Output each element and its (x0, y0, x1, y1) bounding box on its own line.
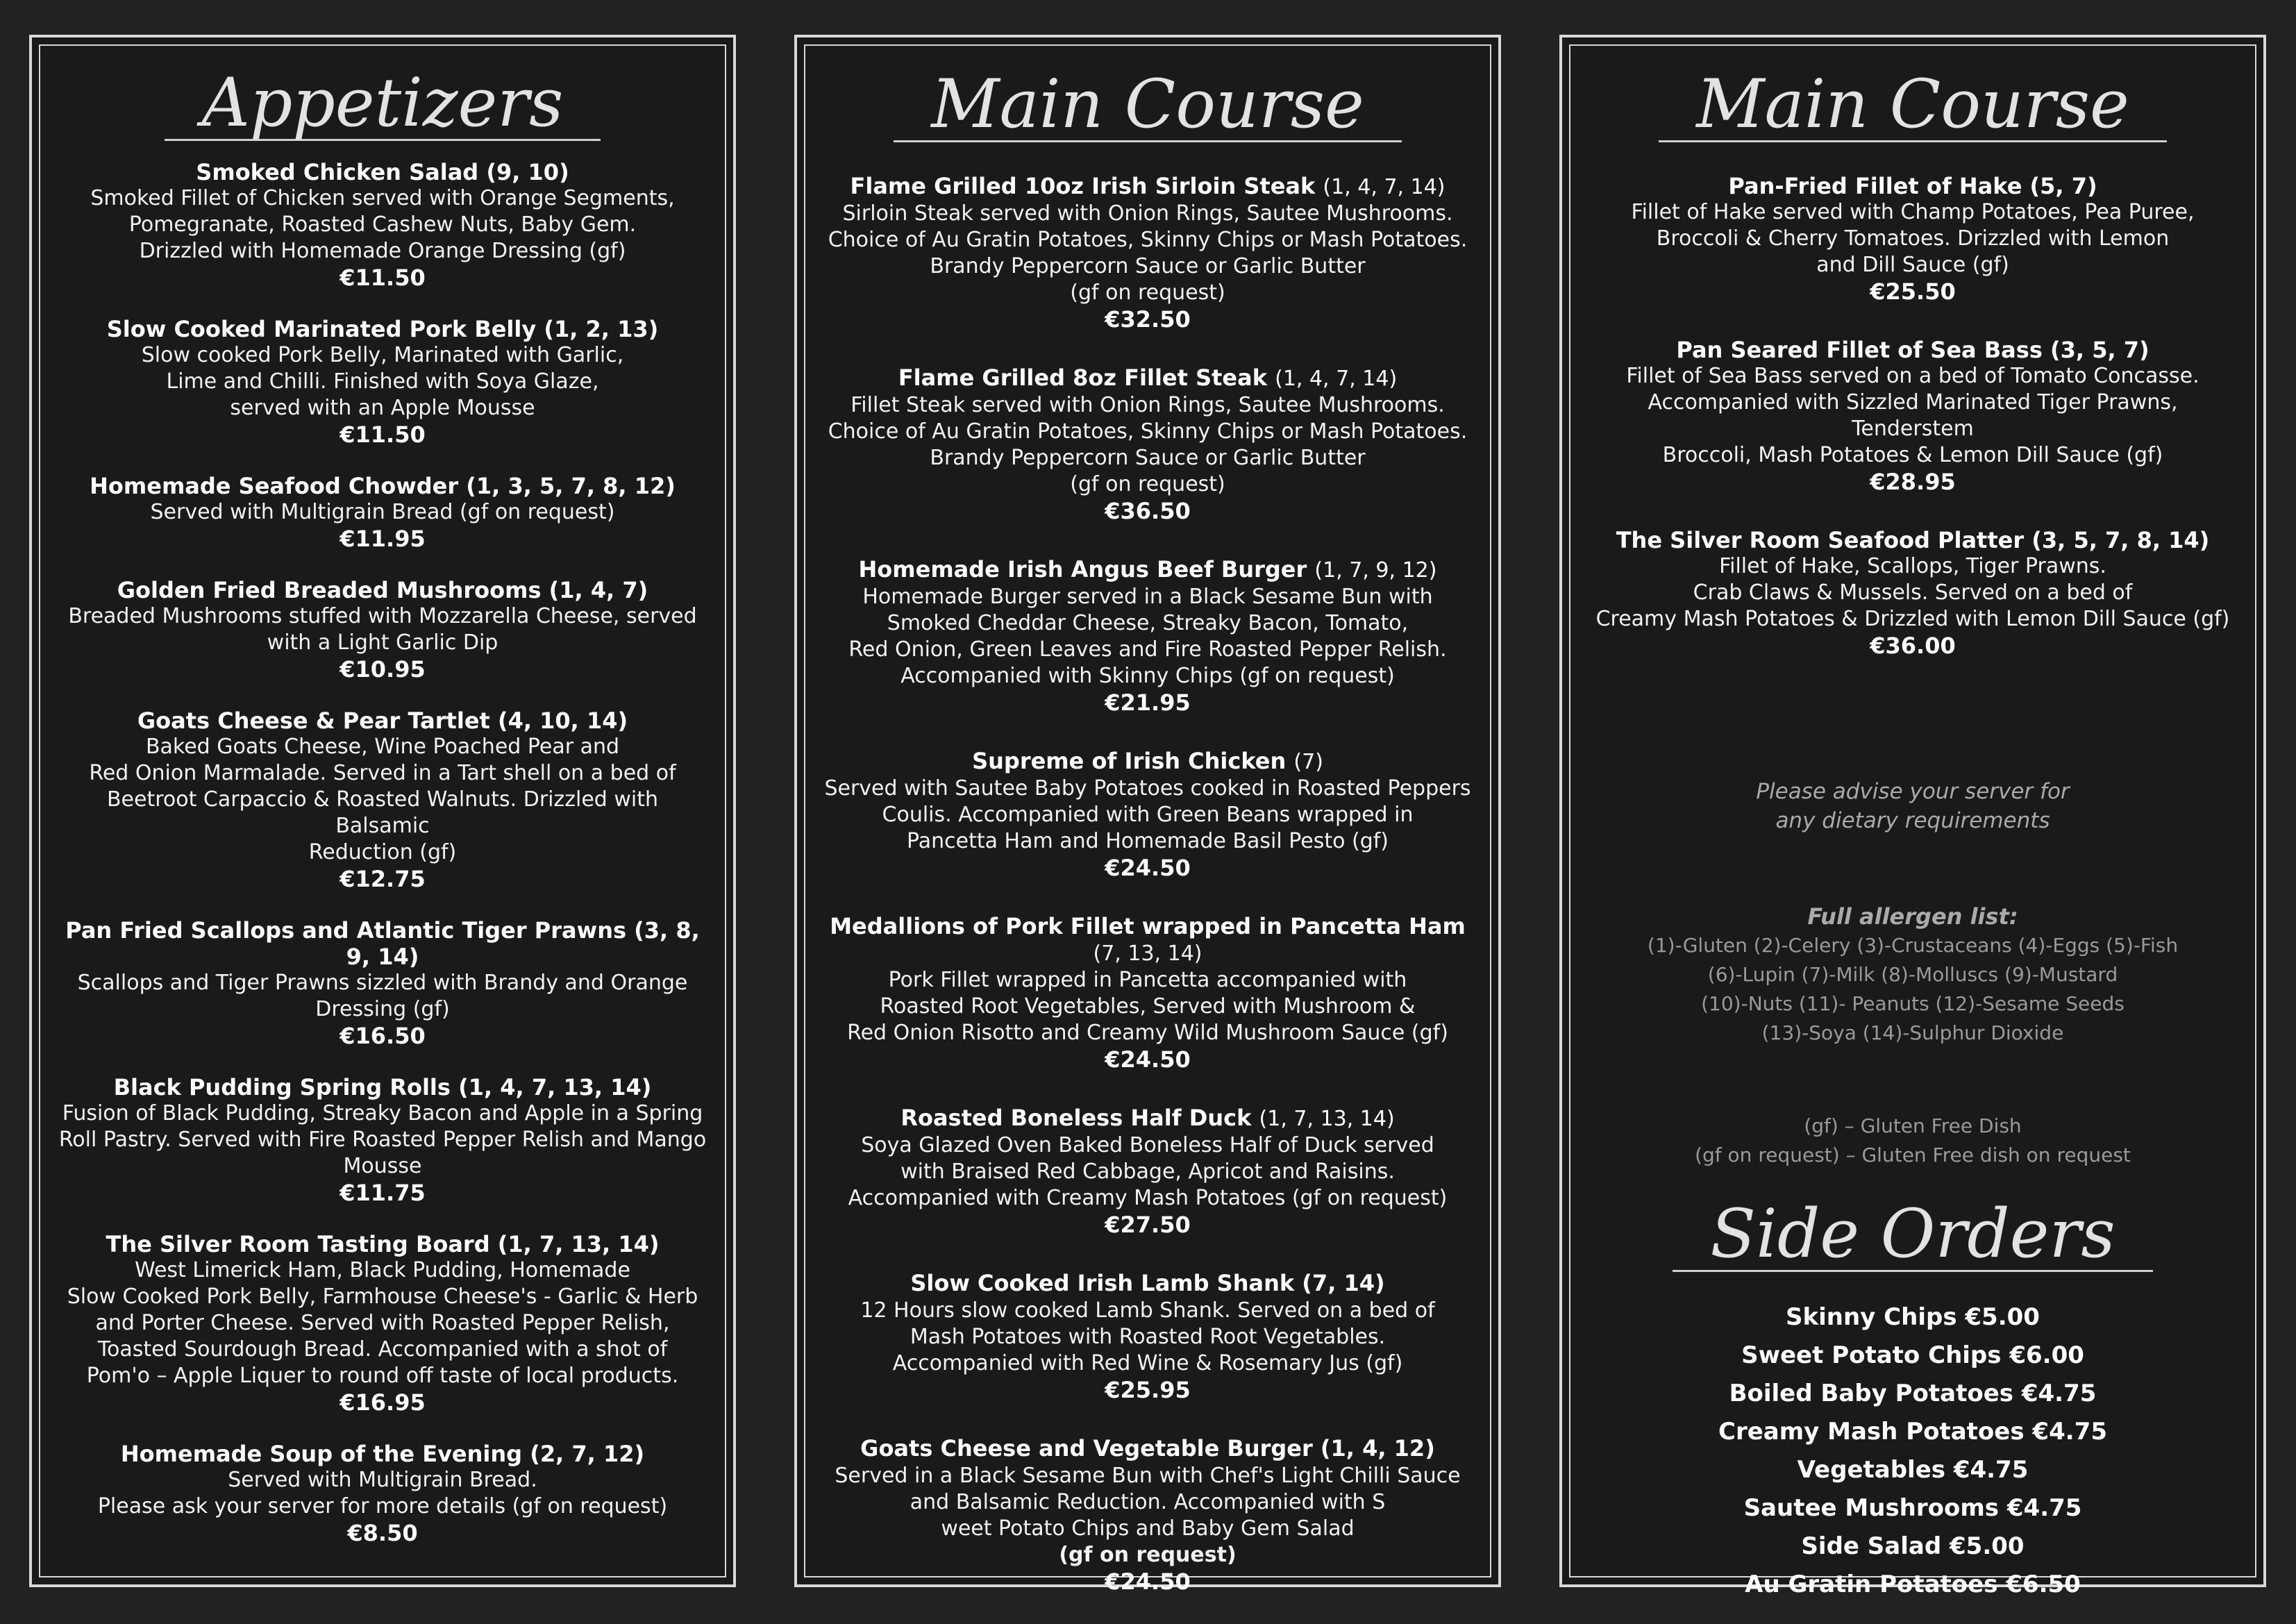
side-order-item: Sweet Potato Chips €6.00 (1741, 1341, 2084, 1369)
side-order-item: Vegetables €4.75 (1797, 1456, 2029, 1484)
side-orders-list (1718, 1298, 2107, 1604)
item-name: Homemade Seafood Chowder (1, 3, 5, 7, 8, 12) (90, 473, 676, 499)
menu-item (58, 917, 707, 1049)
item-name: Golden Fried Breaded Mushrooms (1, 4, 7) (117, 577, 648, 603)
item-name: Black Pudding Spring Rolls (1, 4, 7, 13, 14) (113, 1074, 652, 1100)
item-name (823, 1105, 1472, 1132)
item-name: Goats Cheese & Pear Tartlet (4, 10, 14) (137, 708, 628, 734)
main-course-heading: Main Course (894, 68, 1402, 142)
menu-item (58, 1231, 707, 1416)
side-order-item: Boiled Baby Potatoes €4.75 (1729, 1380, 2097, 1407)
allergen-line: (13)-Soya (14)-Sulphur Dioxide (1761, 1021, 2064, 1044)
item-description: Sirloin Steak served with Onion Rings, Sautee Mushrooms. Choice of Au Gratin Potatoes, Skinny Chips or Mash Potatoes. Brandy Peppercorn Sauce or Garlic Butter (gf on request) (828, 201, 1468, 305)
item-price: €10.95 (340, 656, 426, 683)
side-order-item: Au Gratin Potatoes €6.50 (1745, 1571, 2081, 1598)
menu-item (823, 173, 1472, 333)
item-price: €12.75 (340, 866, 426, 892)
item-name-text: Roasted Boneless Half Duck (900, 1105, 1252, 1131)
item-description: Soya Glazed Oven Baked Boneless Half of Duck served with Braised Red Cabbage, Apricot and Raisins. Accompanied with Creamy Mash Potatoes (gf on request) (848, 1133, 1448, 1210)
item-description: Homemade Burger served in a Black Sesame Bun with Smoked Cheddar Cheese, Streaky Bacon, Tomato, Red Onion, Green Leaves and Fire Roasted Pepper Relish. Accompanied with Skinny Chips (gf on request) (848, 585, 1447, 688)
allergen-list (1648, 931, 2178, 1048)
item-price: €11.50 (340, 421, 426, 448)
item-gf-note: (gf on request) (1059, 1543, 1237, 1567)
side-order-item: Creamy Mash Potatoes €4.75 (1718, 1418, 2107, 1446)
item-name (823, 1270, 1472, 1298)
item-name: Pan-Fried Fillet of Hake (5, 7) (1728, 173, 2097, 199)
main-course-list (810, 158, 1486, 1595)
item-description: Fillet of Sea Bass served on a bed of Tomato Concasse. Accompanied with Sizzled Marinated Tiger Prawns, Tenderstem Broccoli, Mash Potatoes & Lemon Dill Sauce (gf) (1626, 364, 2199, 467)
item-name (823, 556, 1472, 584)
allergen-line: (6)-Lupin (7)-Milk (8)-Molluscs (9)-Mustard (1707, 963, 2118, 986)
side-orders-heading: Side Orders (1673, 1198, 2152, 1272)
allergen-list-title: Full allergen list: (1807, 903, 2018, 930)
menu-item (58, 577, 707, 683)
item-name (823, 365, 1472, 392)
item-description: Served with Multigrain Bread. Please ask your server for more details (gf on request) (97, 1468, 668, 1518)
gluten-free-legend (1695, 1112, 2131, 1170)
item-price: €16.50 (340, 1023, 426, 1049)
appetizers-heading: Appetizers (165, 67, 601, 141)
item-name (823, 1435, 1472, 1463)
side-order-item: Sautee Mushrooms €4.75 (1743, 1494, 2082, 1522)
item-name: The Silver Room Seafood Platter (3, 5, 7, 8, 14) (1616, 527, 2210, 553)
item-price: €25.50 (1870, 278, 1956, 305)
item-description: 12 Hours slow cooked Lamb Shank. Served on a bed of Mash Potatoes with Roasted Root Vegetables. Accompanied with Red Wine & Rosemary Jus (gf) (860, 1298, 1435, 1375)
item-description: Slow cooked Pork Belly, Marinated with Garlic, Lime and Chilli. Finished with Soya Glaze, served with an Apple Mousse (141, 343, 624, 420)
appetizers-panel (29, 35, 736, 1587)
item-name-text: Supreme of Irish Chicken (972, 748, 1287, 774)
menu-item (1588, 337, 2237, 495)
item-price: €27.50 (1105, 1212, 1191, 1238)
item-name: Slow Cooked Marinated Pork Belly (1, 2, 13) (106, 316, 659, 342)
item-name (823, 913, 1472, 941)
item-description: West Limerick Ham, Black Pudding, Homemade Slow Cooked Pork Belly, Farmhouse Cheese's - Garlic & Herb and Porter Cheese. Served with Roasted Pepper Relish, Toasted Sourdough Bread. Accompanied with a shot of Pom'o – Apple Liquer to round off taste of local products. (67, 1258, 698, 1388)
item-name-text: Flame Grilled 10oz Irish Sirloin Steak (850, 173, 1316, 199)
item-price: €24.50 (1105, 855, 1191, 881)
item-name: Smoked Chicken Salad (9, 10) (196, 159, 569, 185)
side-order-item: Side Salad €5.00 (1801, 1532, 2025, 1560)
item-name: Homemade Soup of the Evening (2, 7, 12) (120, 1441, 645, 1467)
main-course-heading: Main Course (1659, 68, 2167, 142)
menu-item (823, 556, 1472, 716)
item-name-text: Goats Cheese and Vegetable Burger (1, 4, 12) (860, 1435, 1435, 1462)
item-price: €11.75 (340, 1180, 426, 1206)
allergen-codes: (1, 7, 13, 14) (1259, 1107, 1395, 1131)
allergen-codes: (1, 4, 7, 14) (1275, 367, 1398, 391)
item-name-text: Homemade Irish Angus Beef Burger (858, 556, 1307, 583)
menu-item (58, 159, 707, 291)
menu-item (58, 708, 707, 892)
menu-item (823, 1435, 1472, 1595)
menu-item (823, 748, 1472, 881)
gf-legend-line: (gf on request) – Gluten Free dish on request (1695, 1144, 2131, 1166)
allergen-codes: (1, 4, 7, 14) (1323, 175, 1446, 199)
item-price: €36.00 (1870, 633, 1956, 659)
item-price: €28.95 (1870, 469, 1956, 495)
item-name (823, 173, 1472, 201)
menu-item (823, 1270, 1472, 1403)
item-price: €24.50 (1105, 1046, 1191, 1073)
item-description: (7, 13, 14) Pork Fillet wrapped in Pancetta accompanied with Roasted Root Vegetables, Served with Mushroom & Red Onion Risotto and Creamy Wild Mushroom Sauce (gf) (847, 941, 1448, 1045)
item-name-text: Medallions of Pork Fillet wrapped in Pancetta Ham (830, 913, 1466, 939)
menu-item (1588, 173, 2237, 305)
item-description: Smoked Fillet of Chicken served with Orange Segments, Pomegranate, Roasted Cashew Nuts, Baby Gem. Drizzled with Homemade Orange Dressing (gf) (90, 186, 675, 263)
appetizers-list (44, 151, 721, 1546)
item-name-text: Slow Cooked Irish Lamb Shank (7, 14) (910, 1270, 1385, 1296)
item-description: Breaded Mushrooms stuffed with Mozzarella Cheese, served with a Light Garlic Dip (68, 604, 697, 655)
allergen-line: (1)-Gluten (2)-Celery (3)-Crustaceans (4)-Eggs (5)-Fish (1647, 934, 2179, 957)
item-description: Fusion of Black Pudding, Streaky Bacon and Apple in a Spring Roll Pastry. Served with Fire Roasted Pepper Relish and Mango Mousse (58, 1101, 707, 1178)
item-description: Served in a Black Sesame Bun with Chef's Light Chilli Sauce and Balsamic Reduction. Accompanied with S weet Potato Chips and Baby Gem Salad (835, 1464, 1461, 1541)
menu-item (823, 913, 1472, 1073)
item-description: Served with Sautee Baby Potatoes cooked in Roasted Peppers Coulis. Accompanied with Green Beans wrapped in Pancetta Ham and Homemade Basil Pesto (gf) (824, 776, 1471, 853)
dietary-advice: Please advise your server for any dietary requirements (1756, 779, 2070, 833)
item-price: €11.50 (340, 265, 426, 291)
item-price: €25.95 (1105, 1377, 1191, 1403)
item-name: Pan Seared Fillet of Sea Bass (3, 5, 7) (1676, 337, 2150, 363)
side-order-item: Skinny Chips €5.00 (1786, 1303, 2040, 1331)
allergen-codes: (1, 7, 9, 12) (1314, 558, 1437, 583)
item-name: Pan Fried Scallops and Atlantic Tiger Prawns (3, 8, 9, 14) (65, 917, 700, 970)
item-price: €24.50 (1105, 1568, 1191, 1595)
gf-legend-line: (gf) – Gluten Free Dish (1804, 1114, 2022, 1137)
item-description: Fillet Steak served with Onion Rings, Sautee Mushrooms. Choice of Au Gratin Potatoes, Skinny Chips or Mash Potatoes. Brandy Peppercorn Sauce or Garlic Butter (gf on request) (828, 393, 1468, 496)
item-price: €16.95 (340, 1389, 426, 1416)
allergen-codes: (7) (1293, 750, 1323, 774)
item-price: €21.95 (1105, 689, 1191, 716)
item-price: €32.50 (1105, 306, 1191, 333)
item-description: Served with Multigrain Bread (gf on request) (150, 500, 615, 524)
item-description: Baked Goats Cheese, Wine Poached Pear and Red Onion Marmalade. Served in a Tart shell on a bed of Beetroot Carpaccio & Roasted Walnuts. Drizzled with Balsamic Reduction (gf) (89, 735, 676, 864)
item-name: The Silver Room Tasting Board (1, 7, 13, 14) (106, 1231, 660, 1257)
menu-item (58, 316, 707, 448)
menu-item (58, 1441, 707, 1546)
menu-item (1588, 527, 2237, 659)
item-description: Scallops and Tiger Prawns sizzled with Brandy and Orange Dressing (gf) (77, 971, 688, 1021)
main-course-panel-1 (794, 35, 1501, 1595)
main-course-panel-2 (1559, 35, 2266, 1598)
item-price: €8.50 (347, 1520, 418, 1546)
menu-item (58, 473, 707, 552)
item-name-text: Flame Grilled 8oz Fillet Steak (898, 365, 1267, 391)
menu-item (823, 365, 1472, 524)
item-price: €11.95 (340, 526, 426, 552)
item-price: €36.50 (1105, 498, 1191, 524)
menu-item (58, 1074, 707, 1206)
item-name (823, 748, 1472, 776)
main-course-list (1575, 158, 2251, 659)
allergen-line: (10)-Nuts (11)- Peanuts (12)-Sesame Seeds (1701, 992, 2125, 1015)
item-description: Fillet of Hake served with Champ Potatoes, Pea Puree, Broccoli & Cherry Tomatoes. Drizzled with Lemon and Dill Sauce (gf) (1631, 200, 2195, 277)
item-description: Fillet of Hake, Scallops, Tiger Prawns. Crab Claws & Mussels. Served on a bed of Creamy Mash Potatoes & Drizzled with Lemon Dill Sauce (gf) (1595, 554, 2230, 631)
menu-item (823, 1105, 1472, 1238)
